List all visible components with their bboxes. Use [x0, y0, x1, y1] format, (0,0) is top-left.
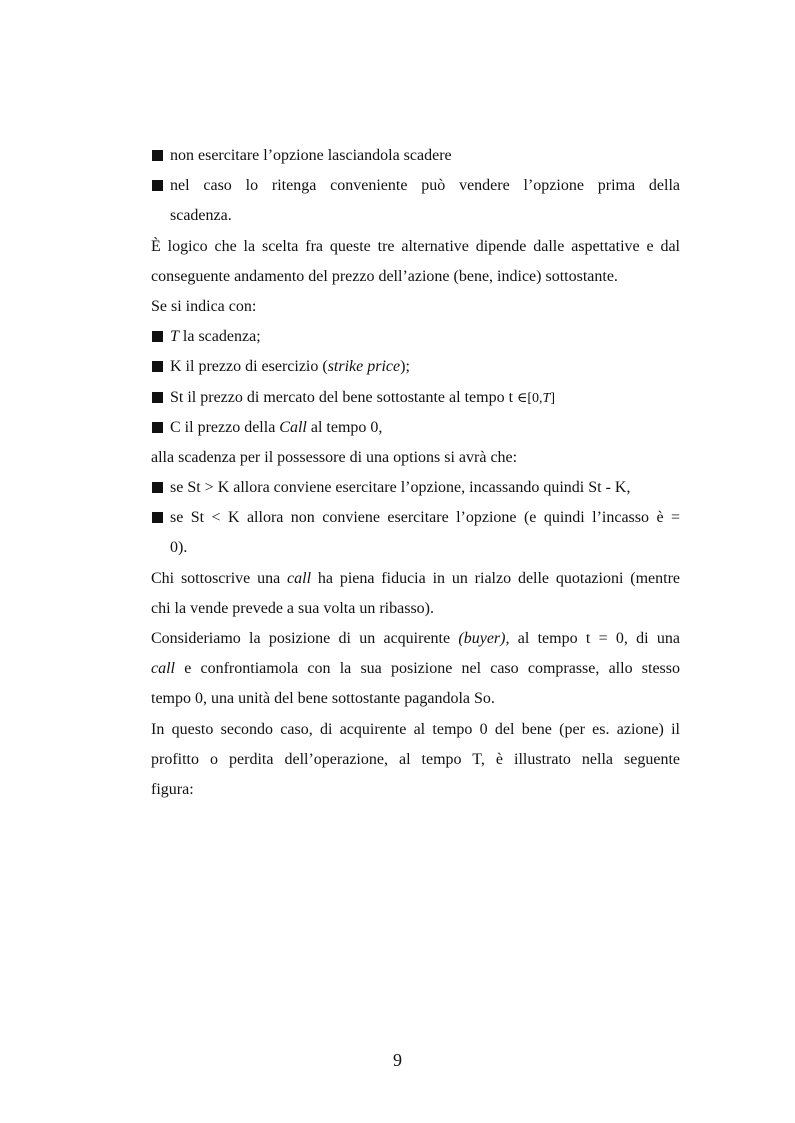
page-body: [151, 141, 680, 805]
math-variable: T: [542, 390, 551, 406]
paragraph-line: [151, 232, 680, 262]
paragraph-text: Se si indica con:: [151, 297, 257, 315]
bullet-item: [151, 352, 680, 382]
square-bullet-icon: [152, 392, 163, 403]
bullet-item: [151, 141, 680, 171]
paragraph-text: profitto o perdita dell’operazione, al tempo T, è illustrato nella seguente: [151, 750, 680, 768]
paragraph-line: [151, 443, 680, 473]
paragraph-text: chi la vende prevede a sua volta un ribasso).: [151, 599, 435, 617]
paragraph-text: [151, 630, 680, 647]
bullet-text: se St < K allora non conviene esercitare l’opzione (e quindi l’incasso è =: [170, 509, 680, 527]
paragraph-line: [151, 684, 680, 714]
paragraph-text: [151, 660, 680, 677]
paragraph-text: [151, 570, 680, 587]
square-bullet-icon: [152, 150, 163, 161]
math-variable: T: [170, 328, 179, 346]
italic-term: (buyer),: [458, 630, 510, 647]
paragraph-text-part: Consideriamo la posizione di un acquirente: [151, 630, 459, 647]
bullet-continuation: [151, 201, 680, 231]
italic-term: strike price: [327, 358, 401, 376]
paragraph-line: [151, 745, 680, 775]
square-bullet-icon: [152, 361, 163, 372]
paragraph-text: È logico che la scelta fra queste tre alternative dipende dalle aspettative e dal: [151, 237, 680, 255]
bullet-text: se St > K allora conviene esercitare l’opzione, incassando quindi St - K,: [170, 479, 631, 497]
square-bullet-icon: [152, 482, 163, 493]
paragraph-text: In questo secondo caso, di acquirente al tempo 0 del bene (per es. azione) il: [151, 720, 680, 738]
italic-term: Call: [279, 418, 307, 436]
bullet-text: la scadenza;: [178, 328, 261, 346]
bullet-item: [151, 322, 680, 352]
bullet-text: nel caso lo ritenga conveniente può vendere l’opzione prima della: [170, 177, 680, 195]
square-bullet-icon: [152, 180, 163, 191]
paragraph-text: conseguente andamento del prezzo dell’azione (bene, indice) sottostante.: [151, 267, 618, 285]
paragraph-text: alla scadenza per il possessore di una options si avrà che:: [151, 448, 518, 466]
bullet-text: 0).: [170, 539, 188, 557]
paragraph-text-part: Chi sottoscrive una: [151, 569, 288, 587]
paragraph-line: [151, 715, 680, 745]
paragraph-line: [151, 594, 680, 624]
square-bullet-icon: [152, 331, 163, 342]
paragraph-text-part: e confrontiamola con la sua posizione nel caso comprasse, allo stesso: [175, 660, 680, 678]
italic-term: call: [151, 660, 175, 678]
bullet-text: scadenza.: [170, 207, 232, 225]
paragraph-line: [151, 775, 680, 805]
paragraph-text: tempo 0, una unità del bene sottostante pagandola So.: [151, 690, 495, 708]
italic-term: call: [287, 569, 312, 587]
paragraph-text-part: ha piena fiducia in un rialzo delle quotazioni (mentre: [311, 569, 680, 587]
bullet-item: [151, 413, 680, 443]
paragraph-line: [151, 624, 680, 654]
bullet-text: C il prezzo della: [170, 418, 280, 436]
bullet-text: non esercitare l’opzione lasciandola scadere: [170, 147, 452, 164]
bullet-item: [151, 473, 680, 503]
bullet-item: [151, 171, 680, 201]
bullet-item: [151, 383, 680, 413]
paragraph-line: [151, 564, 680, 594]
math-symbol: ∈[0,: [517, 390, 543, 406]
paragraph-text: figura:: [151, 780, 194, 798]
paragraph-line: [151, 292, 680, 322]
square-bullet-icon: [152, 512, 163, 523]
math-symbol: ]: [550, 390, 556, 406]
paragraph-text-part: al tempo t = 0, di una: [509, 630, 680, 647]
bullet-text: );: [400, 358, 410, 376]
paragraph-line: [151, 262, 680, 292]
bullet-text: al tempo 0,: [306, 418, 383, 436]
page-number: 9: [393, 1050, 402, 1070]
bullet-continuation: [151, 533, 680, 563]
square-bullet-icon: [152, 422, 163, 433]
bullet-text: St il prezzo di mercato del bene sottostante al tempo t: [170, 388, 514, 406]
math-interval: [517, 391, 555, 406]
bullet-item: [151, 503, 680, 533]
paragraph-line: [151, 654, 680, 684]
bullet-text: K il prezzo di esercizio (: [170, 358, 328, 376]
